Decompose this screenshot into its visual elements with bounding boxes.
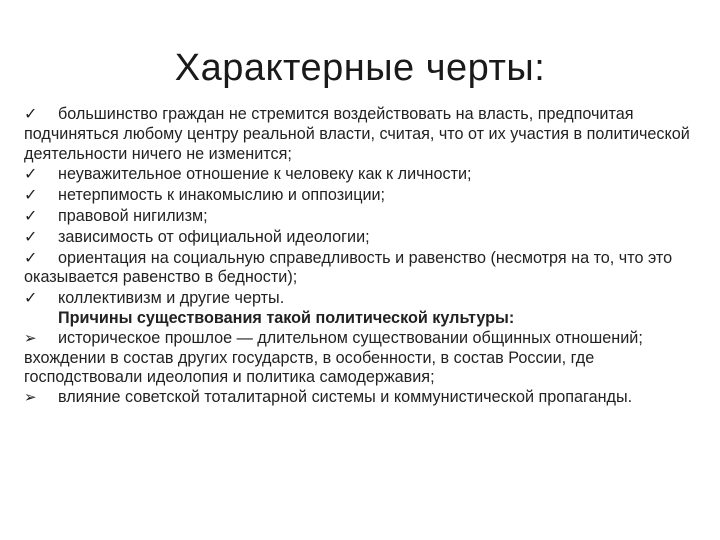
feature-text: нетерпимость к инакомыслию и оппозиции;	[58, 186, 386, 205]
checkmark-icon: ✓	[24, 104, 38, 123]
slide-title: Характерные черты:	[174, 47, 546, 89]
checkmark-icon: ✓	[24, 226, 38, 246]
causes-heading: Причины существования такой политической культуры:	[58, 308, 515, 327]
cause-item	[24, 388, 700, 408]
checkmark-icon: ✓	[24, 288, 38, 308]
feature-text: большинство граждан не стремится воздействовать на власть, предпочитая подчиняться любому центру реальной власти, считая, что от их участия в политической деятельности ничего не изменится;	[24, 105, 690, 163]
feature-text: ориентация на социальную справедливость и равенство (несмотря на то, что это оказывается равенство в бедности);	[24, 248, 673, 287]
feature-text: неуважительное отношение к человеку как к личности;	[58, 165, 472, 184]
feature-item	[24, 288, 700, 309]
feature-item	[24, 248, 700, 289]
feature-item	[24, 206, 700, 227]
arrow-bullet-icon: ➢	[24, 328, 37, 347]
feature-text: коллективизм и другие черты.	[58, 289, 285, 308]
checkmark-icon: ✓	[24, 164, 38, 184]
feature-text: правовой нигилизм;	[58, 206, 208, 225]
arrow-bullet-icon: ➢	[24, 388, 37, 407]
feature-item	[24, 227, 700, 248]
checkmark-icon: ✓	[24, 247, 38, 267]
checkmark-icon: ✓	[24, 205, 38, 225]
checkmark-icon: ✓	[24, 185, 38, 205]
cause-text: влияние советской тоталитарной системы и коммунистической пропаганды.	[58, 388, 633, 407]
feature-text: зависимость от официальной идеологии;	[58, 227, 370, 246]
feature-item	[24, 185, 700, 206]
feature-item	[24, 164, 700, 185]
feature-item	[24, 104, 700, 164]
slide-content	[24, 104, 700, 408]
cause-item	[24, 329, 700, 388]
cause-text: историческое прошлое — длительном существовании общинных отношений; вхождении в состав других государств, в особенности, в состав России, где господствовали идеолопия и политика самодержавия;	[24, 328, 643, 387]
